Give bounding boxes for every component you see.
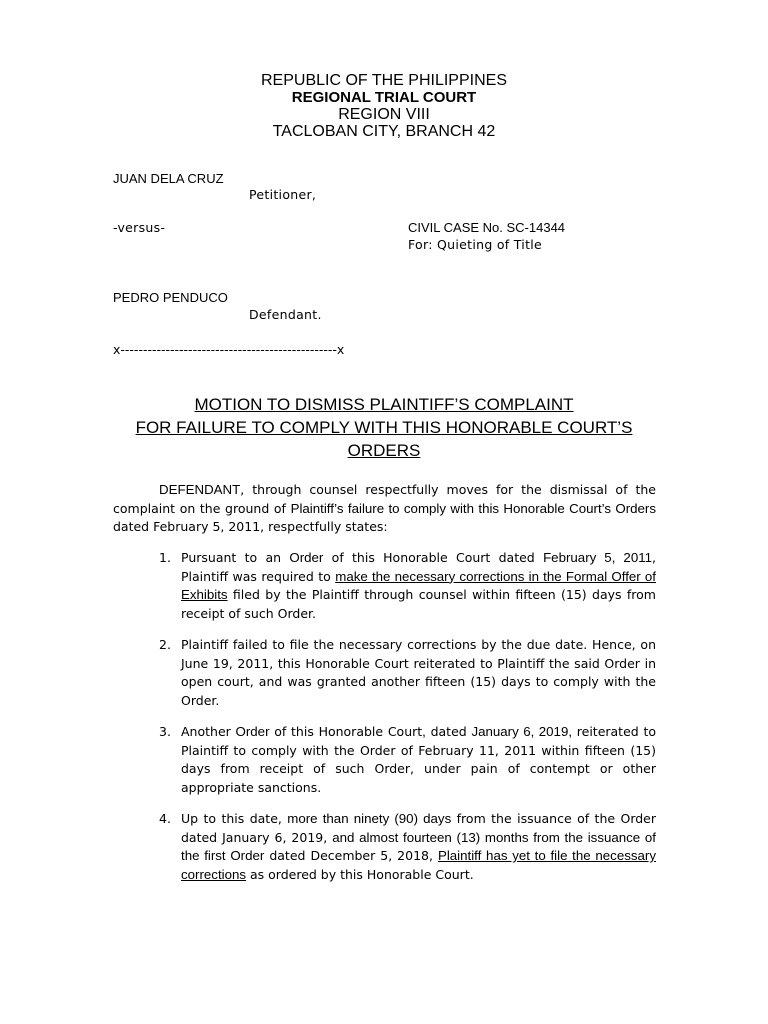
item3-text-a: Another — [181, 724, 236, 739]
intro-paragraph — [113, 481, 656, 537]
item1-order: Order — [289, 550, 324, 565]
header-region: REGION VIII — [338, 106, 430, 123]
title-line-1: MOTION TO DISMISS PLAINTIFF’S COMPLAINT — [194, 395, 574, 414]
petitioner-role: Petitioner, — [249, 187, 317, 202]
motion-title — [0, 393, 768, 462]
item3-text-c: dated — [425, 724, 472, 739]
list-item-number: 2. — [159, 637, 171, 652]
list-item-number: 4. — [159, 811, 171, 826]
item3-date: January 6, 2019, — [471, 724, 573, 739]
item4-ninety-days: more than ninety (90) days — [287, 811, 452, 826]
item1-date: February 5, 2011 — [543, 550, 653, 565]
court-header — [0, 72, 768, 140]
item1-text-c: , Plaintiff was required to — [181, 550, 656, 584]
header-city-branch: TACLOBAN CITY, BRANCH 42 — [272, 123, 496, 140]
intro-text-1: , through counsel respectfully moves for the dismissal of the complaint on the ground of — [113, 482, 656, 516]
list-item — [159, 636, 656, 710]
defendant-name: PEDRO PENDUCO — [113, 290, 228, 305]
title-line-3: ORDERS — [347, 441, 421, 460]
item4-text-d: as ordered by this Honorable Court. — [246, 866, 474, 882]
item3-comma: , — [422, 724, 426, 739]
title-line-2: FOR FAILURE TO COMPLY WITH THIS HONORABLE COURT’S — [135, 418, 633, 437]
list-item-text — [181, 723, 656, 797]
item3-text-d: reiterated to Plaintiff to comply with the Order of February 11, 2011 within fifteen (15) days from receipt of such Order, under pain of contempt or other appropriate sanctions. — [181, 724, 656, 795]
caption-separator: x------------------------------------------------x — [113, 342, 345, 357]
item1-requirement: make the necessary corrections in the Formal Offer of Exhibits — [181, 568, 657, 602]
item4-text-a: Up to this date, — [181, 811, 288, 826]
item3-order: Order — [235, 724, 270, 739]
intro-ground: Plaintiff’s failure to comply with this Honorable Court’s Orders — [290, 500, 656, 516]
petitioner-name: JUAN DELA CRUZ — [113, 171, 224, 186]
item1-text-b: of this Honorable Court dated — [323, 550, 544, 565]
item3-text-b: of this Honorable Court — [269, 724, 423, 739]
list-item-text — [181, 810, 656, 884]
item1-text-a: Pursuant to an — [181, 550, 290, 565]
item4-text-b: from the issuance of the Order dated January 6, 2019, — [181, 811, 656, 845]
case-subject: For: Quieting of Title — [408, 237, 543, 252]
list-item — [159, 810, 656, 884]
list-item — [159, 549, 656, 623]
header-court: REGIONAL TRIAL COURT — [291, 89, 477, 106]
item4-failure: Plaintiff has yet to file the necessary corrections — [181, 848, 656, 882]
list-item-number: 3. — [159, 724, 171, 739]
defendant-role: Defendant. — [249, 307, 322, 322]
list-item-number: 1. — [159, 550, 171, 565]
intro-text-2: dated February 5, 2011, respectfully states: — [113, 519, 388, 534]
list-item-text — [181, 549, 656, 623]
case-number: CIVIL CASE No. SC-14344 — [408, 220, 566, 235]
item4-fourteen-months: and almost fourteen (13) months from the issuance of the first Order — [181, 829, 656, 863]
versus-label: -versus- — [113, 220, 166, 235]
item4-text-c: dated December 5, 2018, — [264, 848, 438, 863]
header-republic: REPUBLIC OF THE PHILIPPINES — [261, 72, 507, 89]
list-item — [159, 723, 656, 797]
intro-defendant: DEFENDANT — [159, 482, 241, 497]
list-item-text: Plaintiff failed to file the necessary corrections by the due date. Hence, on June 19, 2011, this Honorable Court reiterated to Plaintiff the said Order in open court, and was granted another fifteen (15) days to comply with the Order. — [181, 637, 656, 708]
item1-text-d: filed by the Plaintiff through counsel within fifteen (15) days from receipt of such Order. — [181, 587, 656, 621]
